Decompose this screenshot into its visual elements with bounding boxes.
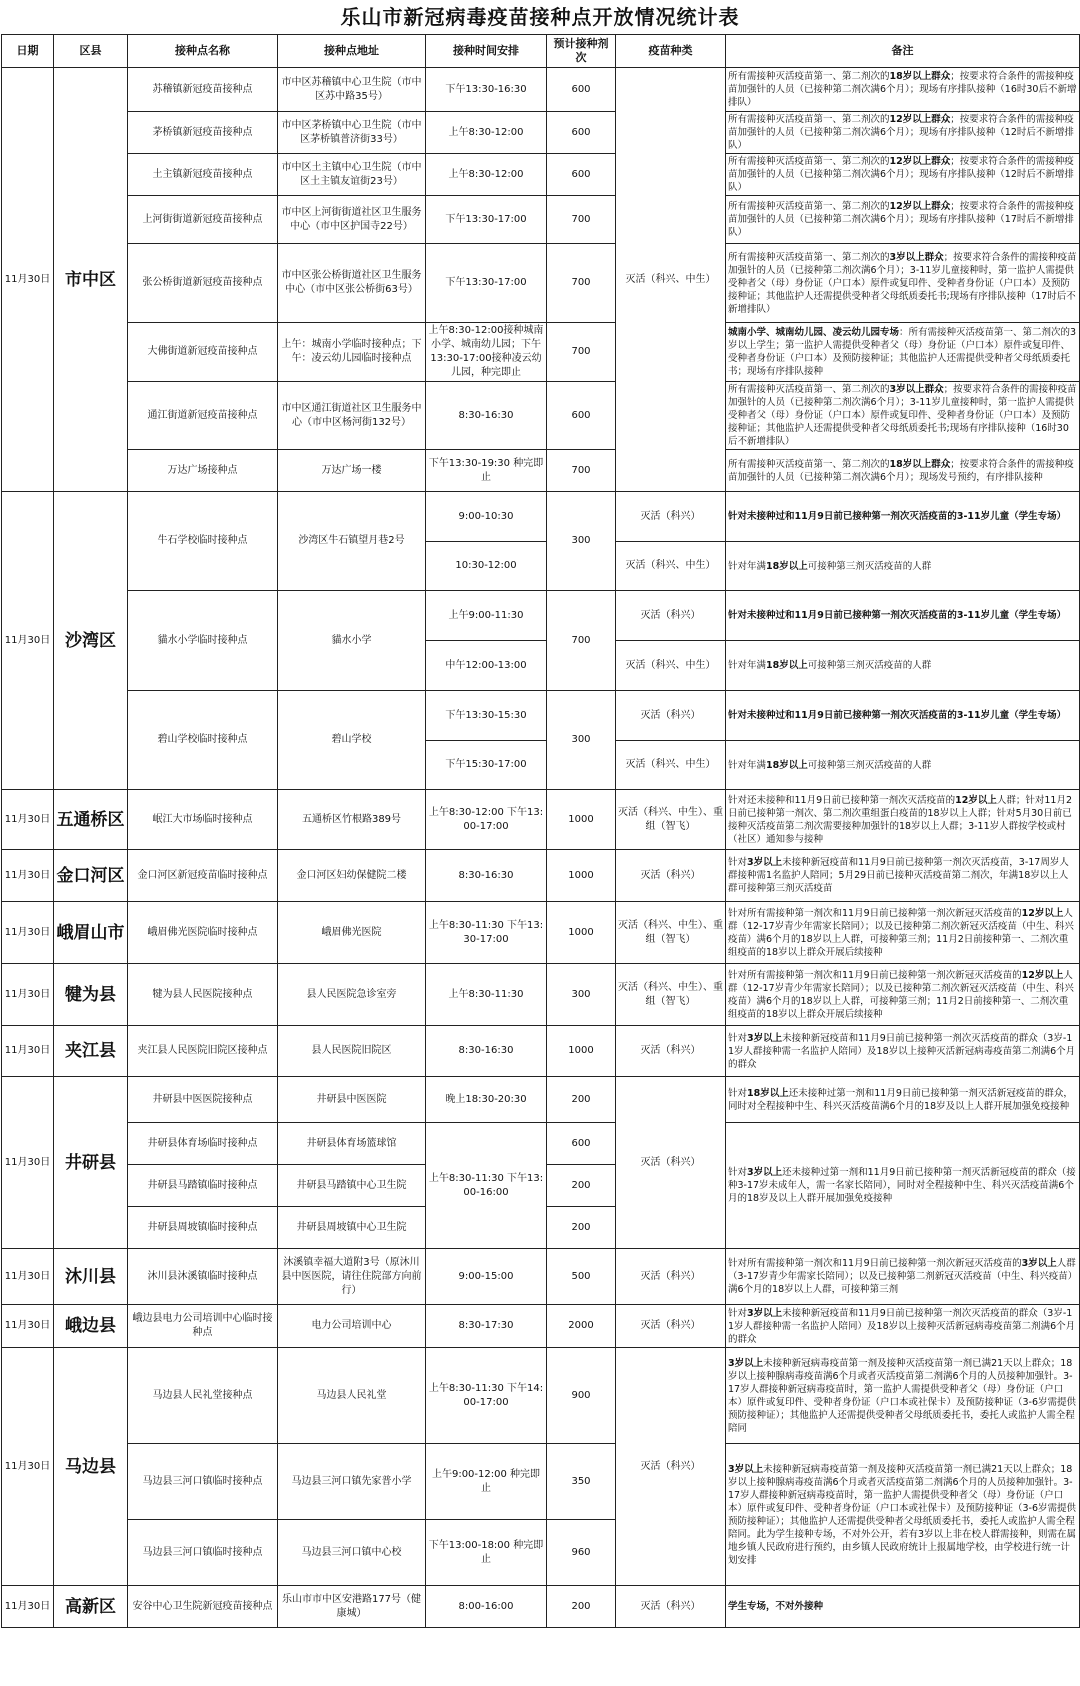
table-cell: 马边县三河口镇先家普小学 [278, 1444, 426, 1520]
note-text: 针对所有需接种第一剂次和11月9日前已接种第一剂次新冠灭活疫苗的 [728, 1258, 1022, 1269]
table-cell [726, 691, 1080, 741]
table-cell: 上午8:30-11:30 下午13:30-17:00 [426, 902, 547, 964]
note-text: 针对年满 [728, 660, 767, 671]
table-cell [726, 112, 1080, 154]
note-bold-text: 12岁以上 [1021, 969, 1064, 981]
table-cell: 牛石学校临时接种点 [128, 492, 278, 591]
table-cell: 下午13:30-19:30 种完即止 [426, 450, 547, 492]
note-bold-text: 18岁以上群众 [889, 71, 951, 82]
table-cell: 300 [547, 492, 616, 591]
note-text: 针对所有需接种第一剂次和11月9日前已接种第一剂次新冠灭活疫苗的 [728, 907, 1022, 919]
table-cell: 11月30日 [2, 790, 54, 850]
table-cell: 11月30日 [2, 1348, 54, 1586]
table-cell: 下午13:30-17:00 [426, 196, 547, 244]
note-bold-text: 3岁以上 [747, 1167, 783, 1178]
table-cell [726, 741, 1080, 790]
note-bold-text: 12岁以上群众 [889, 114, 951, 125]
table-cell: 万达广场接种点 [128, 450, 278, 492]
table-cell [726, 196, 1080, 244]
table-cell: 8:30-16:30 [426, 1026, 547, 1077]
table-cell: 犍为县 [54, 964, 128, 1026]
table-cell [726, 450, 1080, 492]
header-district: 区县 [54, 35, 128, 68]
table-row [2, 1444, 1080, 1520]
note-text: 针对 [728, 1087, 748, 1099]
note-text: ；按要求符合条件的需接种疫苗加强针的人员（已接种第二剂次满6个月）；现场发号预约，有序排队接种 [728, 458, 1074, 483]
table-row [2, 196, 1080, 244]
table-cell: 1000 [547, 1026, 616, 1077]
table-cell: 上午9:00-11:30 [426, 591, 547, 641]
note-bold-text: 18岁以上 [766, 759, 808, 771]
table-cell: 600 [547, 112, 616, 154]
table-row [2, 691, 1080, 741]
note-bold-text: 城南小学、城南幼儿园、凌云幼儿园专场 [728, 327, 900, 338]
note-text: 针对年满 [728, 759, 767, 771]
table-row [2, 450, 1080, 492]
table-cell [726, 1123, 1080, 1249]
header-site-address: 接种点地址 [278, 35, 426, 68]
table-cell: 通江街道新冠疫苗接种点 [128, 382, 278, 450]
table-cell: 灭活（科兴） [616, 492, 726, 542]
note-text: 针对 [728, 857, 748, 868]
table-cell: 土主镇新冠疫苗接种点 [128, 154, 278, 196]
vaccination-table [1, 34, 1080, 1628]
table-cell: 沐溪镇幸福大道附3号（原沐川县中医医院，请往住院部方向前行） [278, 1249, 426, 1305]
table-cell: 高新区 [54, 1586, 128, 1628]
table-cell: 300 [547, 964, 616, 1026]
table-cell: 峨眉佛光医院临时接种点 [128, 902, 278, 964]
note-text: 未接种新冠疫苗和11月9日前已接种第一剂次灭活疫苗，3-17周岁人群接种需1名监护人陪同；5月29日前已接种灭活疫苗第二剂次，年满18岁以上人群可接种第三剂灭活疫苗 [728, 857, 1069, 894]
table-cell: 晚上18:30-20:30 [426, 1077, 547, 1123]
note-text: 针对所有需接种第一剂次和11月9日前已接种第一剂次新冠灭活疫苗的 [728, 969, 1022, 981]
table-row [2, 112, 1080, 154]
table-cell [726, 542, 1080, 591]
table-cell: 11月30日 [2, 68, 54, 492]
table-cell: 井研县马踏镇中心卫生院 [278, 1165, 426, 1207]
note-text: 人群；针对11月2日前已接种第一剂次、第二剂次重组蛋白疫苗的18岁以上人群；针对5月30日前已接种灭活疫苗第二剂次需要接种加强针的18岁以上人群；3-11岁人群按学校或村（社区）通知参与接种 [728, 794, 1073, 845]
table-cell: 上午8:30-12:00接种城南小学、城南幼儿园；下午13:30-17:00接种凌云幼儿园，种完即止 [426, 323, 547, 382]
table-cell: 700 [547, 244, 616, 323]
table-cell: 井研县体育场临时接种点 [128, 1123, 278, 1165]
table-cell: 夹江县人民医院旧院区接种点 [128, 1026, 278, 1077]
table-cell: 1000 [547, 790, 616, 850]
table-row [2, 1077, 1080, 1123]
table-cell: 8:30-16:30 [426, 850, 547, 902]
table-cell [726, 641, 1080, 691]
table-row [2, 1249, 1080, 1305]
note-bold-text: 12岁以上群众 [889, 201, 951, 212]
table-cell [726, 964, 1080, 1026]
table-cell: 沐川县沐溪镇临时接种点 [128, 1249, 278, 1305]
table-cell: 700 [547, 591, 616, 691]
table-cell [726, 591, 1080, 641]
table-cell [726, 1444, 1080, 1586]
note-text: 未接种新冠病毒疫苗第一剂及接种灭活疫苗第一剂已满21天以上群众；18岁以上接种腺病毒疫苗满6个月或者灭活疫苗第二剂满6个月的人员接种加强针。3-17岁人群接种新冠病毒疫苗时，第一监护人需提供受种者父（母）身份证（户口本）原件或复印件、受种者身份证（户口本或社保卡）及预防接种证（3-6岁需提供预防接种证）；其他监护人还需提供受种者父母纸质委托书，委托人或监护人需全程陪同。此为学生接种专场，不对外公开，若有3岁以上非在校人群需接种，则需在属地乡镇人民政府进行预约，由乡镇人民政府统计上报属地学校，由学校进行统一计划安排 [728, 1463, 1077, 1566]
table-row [2, 154, 1080, 196]
table-cell: 200 [547, 1207, 616, 1249]
note-text: 针对还未接种和11月9日前已接种第一剂次灭活疫苗的 [728, 794, 956, 806]
table-cell [726, 244, 1080, 323]
table-cell: 上午9:00-12:00 种完即止 [426, 1444, 547, 1520]
table-cell: 井研县 [54, 1077, 128, 1249]
table-row [2, 1586, 1080, 1628]
note-text: 所有需接种灭活疫苗第一、第二剂次的 [728, 251, 890, 263]
header-site-name: 接种点名称 [128, 35, 278, 68]
table-cell: 电力公司培训中心 [278, 1305, 426, 1348]
table-row [2, 850, 1080, 902]
table-cell: 8:00-16:00 [426, 1586, 547, 1628]
table-cell: 安谷中心卫生院新冠疫苗接种点 [128, 1586, 278, 1628]
table-cell: 金口河区 [54, 850, 128, 902]
table-cell: 灭活（科兴、中生） [616, 641, 726, 691]
note-text: ；按要求符合条件的需接种疫苗加强针的人员（已接种第二剂次满6个月）；现场有序排队接种（12时后不新增排队） [728, 114, 1074, 151]
table-cell: 10:30-12:00 [426, 542, 547, 591]
table-cell: 张公桥街道新冠疫苗接种点 [128, 244, 278, 323]
note-bold-text: 3岁以上 [728, 1463, 764, 1475]
table-cell: 8:30-17:30 [426, 1305, 547, 1348]
table-cell: 犍为县人民医院接种点 [128, 964, 278, 1026]
table-cell: 马边县人民礼堂 [278, 1348, 426, 1444]
table-cell: 11月30日 [2, 964, 54, 1026]
table-cell: 9:00-10:30 [426, 492, 547, 542]
note-text: 人群（3-17岁青少年需家长陪同）；以及已接种第二剂新冠灭活疫苗（中生、科兴疫苗）满6个月的18岁以上人群，可接种第三剂 [728, 1258, 1076, 1295]
table-cell: 600 [547, 68, 616, 112]
note-text: ；按要求符合条件的需接种疫苗加强针的人员（已接种第二剂次满6个月）；3-11岁儿童接种时，第一监护人需提供受种者父（母）身份证（户口本）原件或复印件、受种者身份证（户口本）及预防接种证；其他监护人还需提供受种者父母纸质委托书;现场有序排队接种（16时30后不新增排队） [728, 384, 1077, 447]
table-cell: 灭活（科兴、中生） [616, 542, 726, 591]
table-cell: 马边县三河口镇临时接种点 [128, 1520, 278, 1586]
note-text: 可接种第三剂灭活疫苗的人群 [807, 660, 932, 671]
table-cell: 县人民医院旧院区 [278, 1026, 426, 1077]
note-text: 可接种第三剂灭活疫苗的人群 [807, 759, 932, 771]
table-cell: 灭活（科兴、中生）、重组（智飞） [616, 790, 726, 850]
table-cell: 马边县人民礼堂接种点 [128, 1348, 278, 1444]
note-bold-text: 18岁以上 [766, 560, 808, 572]
table-cell: 市中区苏稽镇中心卫生院（市中区苏中路35号） [278, 68, 426, 112]
table-cell: 碧山学校临时接种点 [128, 691, 278, 790]
table-cell: 井研县周坡镇中心卫生院 [278, 1207, 426, 1249]
table-cell: 下午15:30-17:00 [426, 741, 547, 790]
table-cell [726, 1077, 1080, 1123]
table-cell: 五通桥区竹根路389号 [278, 790, 426, 850]
table-cell: 马边县三河口镇中心校 [278, 1520, 426, 1586]
table-cell [726, 154, 1080, 196]
table-cell: 600 [547, 382, 616, 450]
table-cell: 11月30日 [2, 1077, 54, 1249]
table-cell: 灭活（科兴） [616, 850, 726, 902]
note-text: 未接种新冠病毒疫苗第一剂及接种灭活疫苗第一剂已满21天以上群众；18岁以上接种腺病毒疫苗满6个月或者灭活疫苗第二剂满6个月的人员接种加强针。3-17岁人群接种新冠病毒疫苗时，第一监护人需提供受种者父（母）身份证（户口本）原件或复印件、受种者身份证（户口本或社保卡）及预防接种证（3-6岁需提供预防接种证）；其他监护人还需提供受种者父母纸质委托书，委托人或监护人需全程陪同 [728, 1357, 1077, 1434]
note-text: 所有需接种灭活疫苗第一、第二剂次的 [728, 114, 890, 125]
table-cell [726, 1586, 1080, 1628]
table-cell: 貓水小学临时接种点 [128, 591, 278, 691]
table-row [2, 902, 1080, 964]
note-text: 还未接种过第一剂和11月9日前已接种第一剂灭活新冠疫苗的群众，同时对全程接种中生、科兴灭活疫苗满6个月的18岁及以上人群开展加强免疫接种 [728, 1087, 1073, 1112]
table-cell: 上午8:30-11:30 下午13:00-16:00 [426, 1123, 547, 1249]
header-vaccine-type: 疫苗种类 [616, 35, 726, 68]
note-text: 人群（12-17岁青少年需家长陪同）；以及已接种第二剂次新冠灭活疫苗（中生、科兴疫苗）满6个月的18岁以上人群，可接种第三剂；11月2日前接种第一、二剂次重组疫苗的18岁以上群众开展后续接种 [728, 907, 1074, 958]
header-notes: 备注 [726, 35, 1080, 68]
table-cell: 700 [547, 196, 616, 244]
table-cell: 700 [547, 323, 616, 382]
note-text: 所有需接种灭活疫苗第一、第二剂次的 [728, 201, 890, 212]
note-bold-text: 12岁以上 [955, 794, 997, 806]
table-cell [726, 850, 1080, 902]
page-title: 乐山市新冠病毒疫苗接种点开放情况统计表 [340, 5, 740, 29]
note-bold-text: 针对未接种过和11月9日前已接种第一剂次灭活疫苗的3-11岁儿童（学生专场） [728, 511, 1067, 522]
header-schedule: 接种时间安排 [426, 35, 547, 68]
table-cell: 市中区张公桥街道社区卫生服务中心（市中区张公桥街63号） [278, 244, 426, 323]
table-cell: 茅桥镇新冠疫苗接种点 [128, 112, 278, 154]
note-bold-text: 3岁以上群众 [889, 384, 944, 395]
note-text: 针对 [728, 1307, 748, 1319]
table-row [2, 492, 1080, 542]
note-text: 针对 [728, 1032, 748, 1044]
table-row [2, 790, 1080, 850]
note-bold-text: 针对未接种过和11月9日前已接种第一剂次灭活疫苗的3-11岁儿童（学生专场） [728, 610, 1067, 621]
table-cell: 2000 [547, 1305, 616, 1348]
table-cell: 岷江大市场临时接种点 [128, 790, 278, 850]
table-cell: 960 [547, 1520, 616, 1586]
table-cell: 200 [547, 1586, 616, 1628]
note-bold-text: 18岁以上 [766, 660, 808, 671]
table-cell: 上午：城南小学临时接种点；下午：凌云幼儿园临时接种点 [278, 323, 426, 382]
table-row [2, 1123, 1080, 1165]
table-cell [726, 902, 1080, 964]
table-cell [726, 790, 1080, 850]
table-row [2, 382, 1080, 450]
note-text: 还未接种过第一剂和11月9日前已接种第一剂灭活新冠疫苗的群众（接种3-17岁未成年人，需一名家长陪同），同时对全程接种中生、科兴灭活疫苗满6个月的18岁及以上人群开展加强免疫接种 [728, 1167, 1076, 1204]
table-cell: 灭活（科兴、中生）、重组（智飞） [616, 902, 726, 964]
note-text: 针对年满 [728, 560, 767, 572]
table-cell: 11月30日 [2, 902, 54, 964]
header-row [2, 35, 1080, 68]
table-cell: 市中区通江街道社区卫生服务中心（市中区杨河街132号） [278, 382, 426, 450]
table-row [2, 244, 1080, 323]
note-bold-text: 学生专场，不对外接种 [728, 1601, 824, 1612]
table-cell: 11月30日 [2, 850, 54, 902]
table-cell: 8:30-16:30 [426, 382, 547, 450]
table-cell: 200 [547, 1165, 616, 1207]
table-cell: 下午13:30-16:30 [426, 68, 547, 112]
note-text: ：所有需接种灭活疫苗第一、第二剂次的3岁以上学生；第一监护人需提供受种者父（母）身份证（户口本）原件或复印件、受种者身份证（户口本）及预防接种证；其他监护人还需提供受种者父母纸质委托书；现场有序排队接种 [728, 327, 1077, 377]
note-text: ；按要求符合条件的需接种疫苗加强针的人员（已接种第二剂次满6个月）；现场有序排队接种（16时30后不新增排队） [728, 71, 1077, 108]
table-cell [726, 1348, 1080, 1444]
table-cell: 峨边县电力公司培训中心临时接种点 [128, 1305, 278, 1348]
table-cell: 峨眉佛光医院 [278, 902, 426, 964]
table-cell: 市中区 [54, 68, 128, 492]
table-cell: 200 [547, 1077, 616, 1123]
table-cell: 灭活（科兴） [616, 1586, 726, 1628]
table-cell: 峨边县 [54, 1305, 128, 1348]
table-cell: 300 [547, 691, 616, 790]
table-cell: 灭活（科兴） [616, 1077, 726, 1249]
table-cell: 貓水小学 [278, 591, 426, 691]
note-bold-text: 针对未接种过和11月9日前已接种第一剂次灭活疫苗的3-11岁儿童（学生专场） [728, 710, 1067, 721]
table-cell: 五通桥区 [54, 790, 128, 850]
table-cell: 沙湾区牛石镇望月巷2号 [278, 492, 426, 591]
table-cell [726, 1305, 1080, 1348]
table-cell: 灭活（科兴） [616, 691, 726, 741]
table-cell: 中午12:00-13:00 [426, 641, 547, 691]
table-row [2, 68, 1080, 112]
note-bold-text: 3岁以上群众 [889, 251, 944, 263]
note-bold-text: 3岁以上 [728, 1357, 764, 1369]
table-cell: 井研县体育场篮球馆 [278, 1123, 426, 1165]
table-cell: 沙湾区 [54, 492, 128, 790]
table-cell: 上午8:30-12:00 下午13:00-17:00 [426, 790, 547, 850]
table-cell: 11月30日 [2, 1026, 54, 1077]
note-text: ；按要求符合条件的需接种疫苗加强针的人员（已接种第二剂次满6个月）；现场有序排队接种（12时后不新增排队） [728, 156, 1074, 193]
table-row [2, 323, 1080, 382]
note-bold-text: 3岁以上 [747, 857, 783, 868]
table-cell: 井研县周坡镇临时接种点 [128, 1207, 278, 1249]
table-cell: 11月30日 [2, 1305, 54, 1348]
table-cell: 峨眉山市 [54, 902, 128, 964]
table-cell: 1000 [547, 902, 616, 964]
table-cell [726, 382, 1080, 450]
note-text: 所有需接种灭活疫苗第一、第二剂次的 [728, 458, 890, 470]
table-cell: 下午13:30-17:00 [426, 244, 547, 323]
note-bold-text: 3岁以上 [1021, 1258, 1057, 1269]
table-cell [726, 1249, 1080, 1305]
table-cell: 灭活（科兴） [616, 1026, 726, 1077]
note-text: 针对 [728, 1167, 748, 1178]
table-cell: 11月30日 [2, 1249, 54, 1305]
note-bold-text: 18岁以上群众 [889, 458, 951, 470]
table-cell: 上午8:30-12:00 [426, 154, 547, 196]
note-text: 所有需接种灭活疫苗第一、第二剂次的 [728, 71, 890, 82]
table-cell: 11月30日 [2, 492, 54, 790]
table-cell: 灭活（科兴、中生） [616, 68, 726, 492]
table-row [2, 1305, 1080, 1348]
table-cell: 马边县三河口镇临时接种点 [128, 1444, 278, 1520]
table-cell: 上河街街道新冠疫苗接种点 [128, 196, 278, 244]
table-cell: 马边县 [54, 1348, 128, 1586]
table-cell: 500 [547, 1249, 616, 1305]
table-cell: 600 [547, 1123, 616, 1165]
table-cell: 灭活（科兴） [616, 1305, 726, 1348]
note-bold-text: 3岁以上 [747, 1032, 783, 1044]
table-row [2, 1026, 1080, 1077]
table-cell [726, 1026, 1080, 1077]
table-cell: 井研县马踏镇临时接种点 [128, 1165, 278, 1207]
table-cell [726, 323, 1080, 382]
table-row [2, 1348, 1080, 1444]
table-row [2, 964, 1080, 1026]
table-cell: 上午8:30-11:30 [426, 964, 547, 1026]
table-cell [726, 492, 1080, 542]
note-text: 未接种新冠疫苗和11月9日前已接种第一剂次灭活疫苗的群众（3岁-11岁人群接种需一名监护人陪同）及18岁以上接种灭活新冠病毒疫苗第二剂满6个月的群众 [728, 1032, 1076, 1070]
table-cell: 700 [547, 450, 616, 492]
table-cell: 县人民医院急诊室旁 [278, 964, 426, 1026]
note-text: 人群（12-17岁青少年需家长陪同）；以及已接种第二剂次新冠灭活疫苗（中生、科兴疫苗）满6个月的18岁以上人群，可接种第三剂；11月2日前接种第一、二剂次重组疫苗的18岁以上群众开展后续接种 [728, 969, 1074, 1020]
note-text: ；按要求符合条件的需接种疫苗加强针的人员（已接种第二剂次满6个月）；现场有序排队接种（17时后不新增排队） [728, 201, 1074, 238]
header-date: 日期 [2, 35, 54, 68]
note-bold-text: 3岁以上 [747, 1307, 783, 1319]
table-cell: 9:00-15:00 [426, 1249, 547, 1305]
table-cell: 金口河区妇幼保健院二楼 [278, 850, 426, 902]
table-cell: 上午8:30-11:30 下午14:00-17:00 [426, 1348, 547, 1444]
table-cell: 11月30日 [2, 1586, 54, 1628]
table-cell: 碧山学校 [278, 691, 426, 790]
table-cell: 乐山市市中区安港路177号（健康城） [278, 1586, 426, 1628]
table-cell: 1000 [547, 850, 616, 902]
table-cell: 苏稽镇新冠疫苗接种点 [128, 68, 278, 112]
table-cell: 下午13:30-15:30 [426, 691, 547, 741]
note-bold-text: 18岁以上 [747, 1087, 789, 1099]
table-cell: 900 [547, 1348, 616, 1444]
table-cell: 市中区茅桥镇中心卫生院（市中区茅桥镇普济街33号） [278, 112, 426, 154]
table-cell: 市中区上河街街道社区卫生服务中心（市中区护国寺22号） [278, 196, 426, 244]
note-text: ；按要求符合条件的需接种疫苗加强针的人员（已接种第二剂次满6个月）；3-11岁儿童接种时，第一监护人需提供受种者父（母）身份证（户口本）原件或复印件、受种者身份证（户口本）及预防接种证；其他监护人还需提供受种者父母纸质委托书;现场有序排队接种（17时后不新增排队） [728, 251, 1077, 315]
table-cell: 下午13:00-18:00 种完即止 [426, 1520, 547, 1586]
table-cell: 沐川县 [54, 1249, 128, 1305]
table-cell: 灭活（科兴、中生）、重组（智飞） [616, 964, 726, 1026]
table-row [2, 591, 1080, 641]
table-cell: 灭活（科兴、中生） [616, 741, 726, 790]
table-cell: 上午8:30-12:00 [426, 112, 547, 154]
table-cell: 600 [547, 154, 616, 196]
table-cell: 井研县中医医院 [278, 1077, 426, 1123]
header-doses: 预计接种剂次 [547, 35, 616, 68]
note-text: 可接种第三剂灭活疫苗的人群 [807, 560, 932, 572]
table-cell: 350 [547, 1444, 616, 1520]
note-bold-text: 12岁以上群众 [889, 156, 951, 167]
table-cell: 灭活（科兴） [616, 1348, 726, 1586]
table-cell: 金口河区新冠疫苗临时接种点 [128, 850, 278, 902]
table-cell: 井研县中医医院接种点 [128, 1077, 278, 1123]
note-bold-text: 12岁以上 [1021, 907, 1064, 919]
table-cell: 灭活（科兴） [616, 591, 726, 641]
table-cell: 灭活（科兴） [616, 1249, 726, 1305]
table-cell: 万达广场一楼 [278, 450, 426, 492]
table-cell: 夹江县 [54, 1026, 128, 1077]
note-text: 所有需接种灭活疫苗第一、第二剂次的 [728, 156, 890, 167]
note-text: 所有需接种灭活疫苗第一、第二剂次的 [728, 384, 890, 395]
table-cell: 市中区土主镇中心卫生院（市中区土主镇友谊街23号） [278, 154, 426, 196]
table-cell [726, 68, 1080, 112]
note-text: 未接种新冠疫苗和11月9日前已接种第一剂次灭活疫苗的群众（3岁-11岁人群接种需一名监护人陪同）及18岁以上接种灭活新冠病毒疫苗第二剂满6个月的群众 [728, 1307, 1076, 1345]
table-cell: 大佛街道新冠疫苗接种点 [128, 323, 278, 382]
